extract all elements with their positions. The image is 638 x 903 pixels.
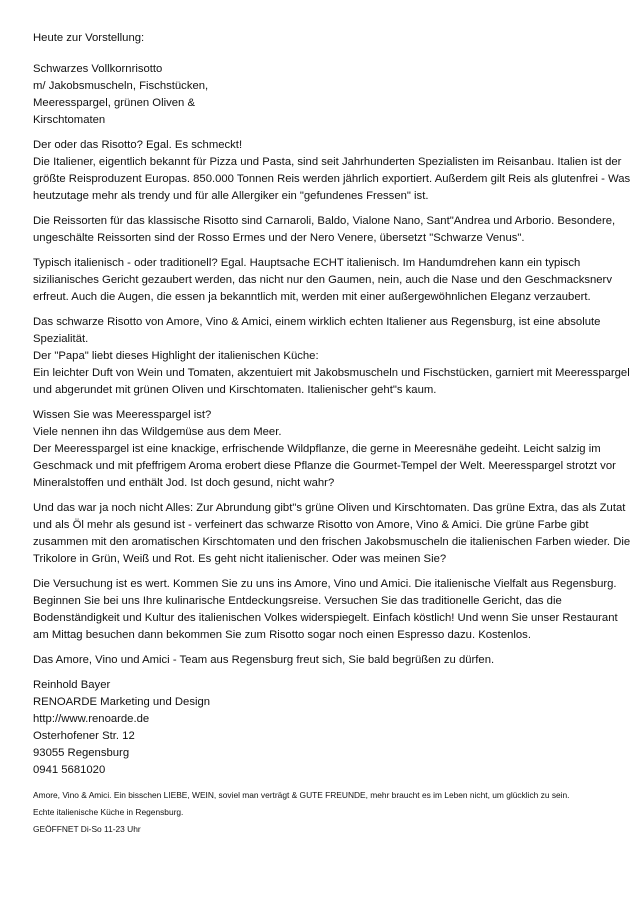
paragraph-closing — [33, 652, 608, 669]
text-line: Und das war ja noch nicht Alles: Zur Abrundung gibt"s grüne Oliven und Kirschtomaten. Das grüne Extra, das als Zutat — [33, 502, 626, 514]
dish-line: Schwarzes Vollkornrisotto — [33, 63, 163, 75]
text-line: Das schwarze Risotto von Amore, Vino & Amici, einem wirklich echten Italiener aus Regensburg, ist eine absolute — [33, 316, 601, 328]
text-line: zusammen mit den aromatischen Kirschtomaten und den frischen Jakobsmuscheln die italienischen Farben wieder. Die — [33, 536, 631, 548]
intro-line — [33, 30, 608, 47]
text-line: und als Öl mehr als gesund ist - verfeinert das schwarze Risotto von Amore, Vino & Amici. Die grüne Farbe gibt — [33, 519, 589, 531]
signature-website: http://www.renoarde.de — [33, 713, 150, 725]
footer-opening-hours: GEÖFFNET Di-So 11-23 Uhr — [33, 824, 141, 834]
text-line: Der Meeresspargel ist eine knackige, erfrischende Wildpflanze, die gerne in Meeresnähe gedeiht. Leicht salzig im — [33, 443, 601, 455]
signature-city: 93055 Regensburg — [33, 747, 130, 759]
paragraph-black-risotto — [33, 314, 630, 399]
dish-line: Meeresspargel, grünen Oliven & — [33, 97, 196, 109]
text-line: Viele nennen ihn das Wildgemüse aus dem Meer. — [33, 426, 282, 438]
dish-line: Kirschtomaten — [33, 114, 106, 126]
text-line: erfreut. Auch die Augen, die essen ja bekanntlich mit, werden mit einer außergewöhnlichen Eleganz verzaubert. — [33, 291, 591, 303]
intro-text: Heute zur Vorstellung: — [33, 32, 145, 44]
signature-phone: 0941 5681020 — [33, 764, 106, 776]
text-line: Bodenständigkeit und Kultur des italienischen Volkes widerspiegelt. Einfach köstlich! Und wenn Sie unser Restaurant — [33, 612, 618, 624]
paragraph-rice-varieties — [33, 213, 616, 247]
signature-name: Reinhold Bayer — [33, 679, 111, 691]
text-line: Die Italiener, eigentlich bekannt für Pizza und Pasta, sind seit Jahrhunderten Spezialisten im Reisanbau. Italien ist der — [33, 156, 622, 168]
text-line: Der "Papa" liebt dieses Highlight der italienischen Küche: — [33, 350, 319, 362]
footer-slogan: Amore, Vino & Amici. Ein bisschen LIEBE, WEIN, soviel man verträgt & GUTE FREUNDE, mehr braucht es im Leben nicht, um glücklich zu sein. — [33, 790, 570, 800]
dish-title-block — [33, 61, 608, 129]
text-line: Das Amore, Vino und Amici - Team aus Regensburg freut sich, Sie bald begrüßen zu dürfen. — [33, 654, 495, 666]
footer-tagline: Echte italienische Küche in Regensburg. — [33, 807, 184, 817]
text-line: sizilianisches Gericht gezaubert werden, das nicht nur den Gaumen, nein, auch die Nase und den Geschmacksnerv — [33, 274, 612, 286]
text-line: und abgerundet mit grünen Oliven und Kirschtomaten. Italienischer geht"s kaum. — [33, 384, 437, 396]
text-line: ungeschälte Reissorten sind der Rosso Ermes und der Nero Venere, übersetzt "Schwarze Venus". — [33, 232, 525, 244]
text-line: heutzutage mehr als trendy und für alle Allergiker ein "gefundenes Fressen" ist. — [33, 190, 429, 202]
text-line: Die Reissorten für das klassische Risotto sind Carnaroli, Baldo, Vialone Nano, Sant"Andrea und Arborio. Besondere, — [33, 215, 616, 227]
text-line: Wissen Sie was Meeresspargel ist? — [33, 409, 212, 421]
text-line: Trikolore in Grün, Weiß und Rot. Es geht nicht italienischer. Oder was meinen Sie? — [33, 553, 447, 565]
text-line: Spezialität. — [33, 333, 89, 345]
paragraph-typical-italian — [33, 255, 612, 306]
paragraph-invitation — [33, 576, 618, 644]
signature-block — [33, 677, 608, 779]
text-line: Der oder das Risotto? Egal. Es schmeckt! — [33, 139, 243, 151]
text-line: Die Versuchung ist es wert. Kommen Sie zu uns ins Amore, Vino und Amici. Die italienische Vielfalt aus Regensburg. — [33, 578, 617, 590]
signature-company: RENOARDE Marketing und Design — [33, 696, 211, 708]
paragraph-olives-tomatoes — [33, 500, 631, 568]
text-line: Mineralstoffen und enthält Jod. Ist doch gesund, nicht wahr? — [33, 477, 335, 489]
document-page — [33, 30, 631, 838]
text-line: am Mittag besuchen dann bekommen Sie zum Risotto sogar noch einen Espresso dazu. Kostenlos. — [33, 629, 531, 641]
text-line: Ein leichter Duft von Wein und Tomaten, akzentuiert mit Jakobsmuscheln und Fischstücken, garniert mit Meeresspargel — [33, 367, 630, 379]
text-line: Beginnen Sie bei uns Ihre kulinarische Entdeckungsreise. Versuchen Sie das traditionelle Gericht, das die — [33, 595, 562, 607]
dish-line: m/ Jakobsmuscheln, Fischstücken, — [33, 80, 209, 92]
text-line: größte Reisproduzent Europas. 850.000 Tonnen Reis werden jährlich exportiert. Außerdem gilt Reis als glutenfrei - Was — [33, 173, 631, 185]
text-line: Geschmack und mit pfeffrigem Aroma erobert diese Pflanze die Gourmet-Tempel der Welt. Meeresspargel strotzt vor — [33, 460, 616, 472]
paragraph-risotto-intro — [33, 137, 631, 205]
text-line: Typisch italienisch - oder traditionell? Egal. Hauptsache ECHT italienisch. Im Handumdrehen kann ein typisch — [33, 257, 581, 269]
footer-block — [33, 787, 608, 838]
signature-street: Osterhofener Str. 12 — [33, 730, 135, 742]
paragraph-sea-asparagus — [33, 407, 616, 492]
